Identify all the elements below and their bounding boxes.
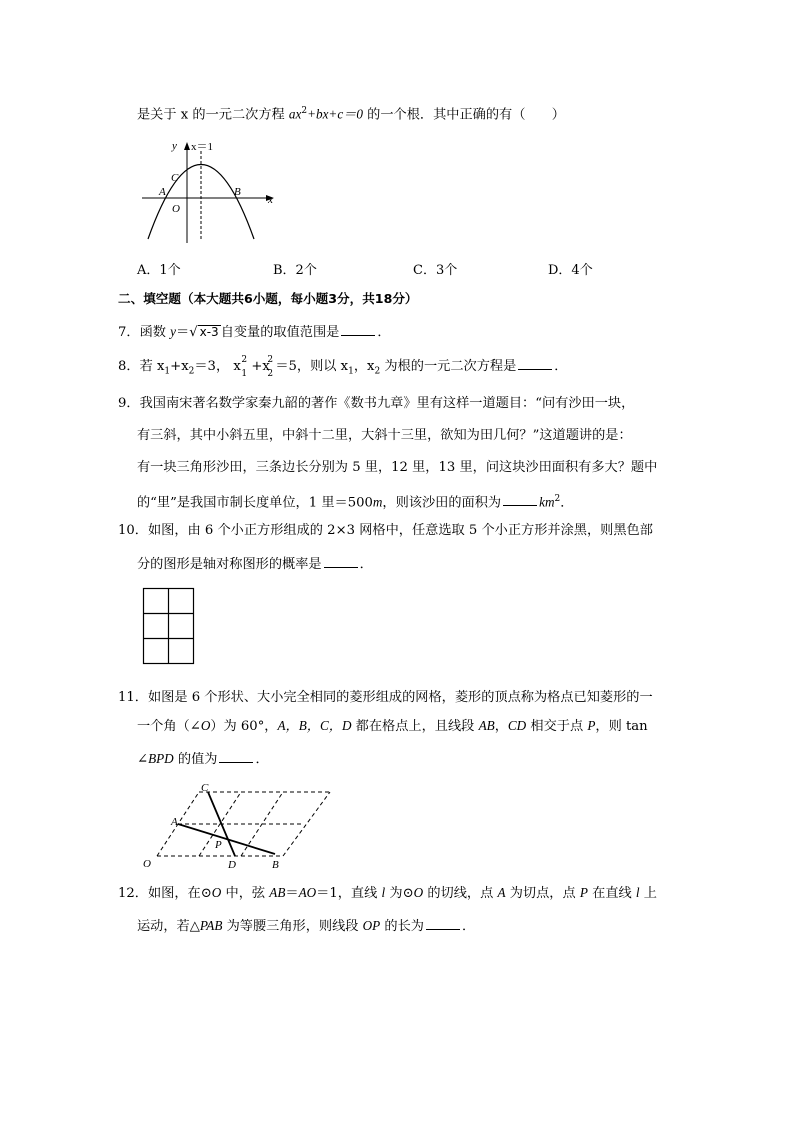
option-c[interactable]: C．3个: [413, 263, 458, 278]
q12-l2-post: 的长为: [380, 919, 424, 934]
q12-line-2: [137, 915, 475, 937]
q10-line-2: [137, 553, 373, 575]
q12-pab: PAB: [199, 918, 223, 933]
q8-post: 为根的一元二次方程是: [380, 359, 517, 374]
q8-eq5: ＝5，则以 x: [275, 359, 349, 374]
rhombus-d-label: D: [228, 859, 236, 871]
q11-line-2: [137, 716, 648, 737]
q11-l2-mid3: 相交于点: [526, 719, 588, 734]
rhombus-a-label: A: [171, 816, 178, 828]
option-a[interactable]: A．1个: [137, 263, 181, 278]
q8-end: ．: [554, 359, 568, 374]
rhombus-b-label: B: [272, 859, 279, 871]
q8-xb-sub: 2: [267, 369, 274, 379]
q6-eq-a: ax: [288, 106, 302, 122]
q9-l4-m: m: [372, 494, 383, 510]
q11-comma: ，: [494, 719, 508, 734]
q8-plus: +x: [170, 359, 189, 374]
q12-l1-a: 中，弦: [221, 886, 270, 901]
q11-answer-blank[interactable]: [219, 748, 253, 763]
q11-l3-post: 的值为: [173, 752, 218, 767]
q11-l2-mid: ）为 60°，: [210, 719, 278, 734]
q12-eq: ＝: [285, 886, 299, 901]
q9-answer-blank[interactable]: [503, 491, 537, 506]
y-axis-arrow: [184, 142, 190, 150]
parabola-graph: [138, 135, 283, 245]
q11-l3-end: ．: [255, 752, 269, 767]
q12-l-2: l: [635, 885, 640, 900]
q8-sub-3: 1: [348, 366, 354, 377]
rhombus-o-label: O: [143, 858, 151, 870]
q12-line-1: [118, 883, 657, 904]
graph-y-label: y: [172, 140, 177, 152]
q11-l2-end: ，则 tan: [595, 719, 648, 734]
q12-l1-g: 上: [639, 886, 657, 901]
q12-l2-pre: 运动，若△: [137, 919, 200, 934]
q8-number: 8．: [118, 359, 140, 374]
q11-line-1: 11．如图是 6 个形状、大小完全相同的菱形组成的网格，菱形的顶点称为格点已知菱形的一: [118, 690, 653, 705]
q9-line-2: 有三斜，其中小斜五里，中斜十二里，大斜十三里，欲知为田几何？”这道题讲的是：: [137, 428, 632, 443]
q10-answer-blank[interactable]: [324, 553, 358, 568]
graph-a-label: A: [159, 186, 166, 198]
q8-xb-sup: 2: [267, 355, 274, 365]
q12-l1-d: 的切线，点: [423, 886, 498, 901]
q12-l: l: [381, 885, 386, 900]
q10-line-1: 10．如图，由 6 个小正方形组成的 2×3 网格中，任意选取 5 个小正方形并涂黑，则黑色部: [118, 523, 653, 538]
graph-o-label: O: [172, 203, 180, 215]
q6-continuation: [137, 101, 565, 125]
graph-axis-eq: x＝1: [191, 141, 213, 153]
option-d[interactable]: D．4个: [548, 263, 593, 278]
q7-end: ．: [377, 325, 391, 340]
q8-sub-1: 1: [164, 366, 171, 377]
square-grid-2x3: [142, 587, 196, 665]
q12-l2-end: ．: [462, 919, 476, 934]
q7-pre: 函数: [139, 325, 171, 340]
q6-prefix: 是关于 x 的一元二次方程: [137, 107, 289, 123]
q9-unit: km: [539, 494, 555, 510]
q8-eq3: ＝3，: [194, 359, 230, 374]
segment-ab: [178, 824, 275, 854]
q7-eq: ＝: [176, 325, 190, 340]
q9-l4-pre: 的“里”是我国市制长度单位，1 里＝500: [137, 495, 373, 511]
q8-x1sq: [233, 357, 251, 377]
graph-c-label: C: [171, 172, 179, 184]
rhombus-c-label: C: [201, 782, 209, 794]
q11-ab: AB: [478, 718, 495, 733]
q9-l4-end: ．: [560, 495, 574, 511]
q12-ab: AB: [269, 885, 286, 900]
q12-l1-b: ＝1，直线: [316, 886, 382, 901]
q11-o: O: [200, 718, 211, 733]
q7-radicand: x-3: [199, 325, 219, 339]
q8-sub-2: 2: [188, 366, 195, 377]
q10-l2-pre: 分的图形是轴对称图形的概率是: [137, 557, 322, 572]
q7-answer-blank[interactable]: [341, 321, 375, 336]
q12-l1-f: 在直线: [587, 886, 636, 901]
sqrt-icon: √: [189, 325, 198, 340]
graph-b-label: B: [234, 186, 241, 198]
q12-p: P: [579, 885, 588, 900]
q11-l2-mid2: 都在格点上，且线段: [351, 719, 479, 734]
q11-cd: CD: [507, 718, 527, 733]
q12-op: OP: [362, 918, 381, 933]
q12-a: A: [497, 885, 506, 900]
q12-l1-pre: 12．如图，在⊙: [118, 886, 212, 901]
q9-unit-exp: 2: [554, 494, 561, 504]
q7-post: 自变量的取值范围是: [220, 325, 340, 340]
q11-line-3: [137, 748, 269, 770]
q7-number: 7．: [118, 325, 140, 340]
q11-l3-pre: ∠: [137, 752, 149, 767]
q12-l1-e: 为切点，点: [505, 886, 580, 901]
q11-bpd: BPD: [148, 751, 174, 766]
q8-plus2: +x: [251, 359, 270, 374]
q6-eq-rest: +bx+c＝0: [307, 106, 363, 122]
q9-line-3: 有一块三角形沙田，三条边长分别为 5 里，12 里，13 里，问这块沙田面积有多大？题中: [137, 460, 658, 475]
q8-sub-4: 2: [374, 366, 381, 377]
section-2-title: 二、填空题（本大题共6小题，每小题3分，共18分）: [118, 291, 418, 306]
q11-p: P: [587, 718, 596, 733]
q10-l2-end: ．: [359, 557, 373, 572]
q12-l2-mid: 为等腰三角形，则线段: [222, 919, 363, 934]
option-b[interactable]: B．2个: [273, 263, 317, 278]
q9-l4-mid: ，则该沙田的面积为: [382, 495, 502, 511]
q9-line-1: 9．我国南宋著名数学家秦九韶的著作《数书九章》里有这样一道题目：“问有沙田一块，: [118, 396, 635, 411]
q11-points: A，B，C，D: [277, 718, 352, 733]
question-8: [118, 355, 567, 382]
q8-x2sq: [251, 357, 275, 377]
q8-comma: ，x: [353, 359, 375, 374]
q9-line-4: [137, 489, 573, 513]
q6-suffix: 的一个根．其中正确的有（ ）: [362, 107, 565, 123]
q12-l1-c: 为⊙: [385, 886, 414, 901]
q12-ao: AO: [298, 885, 317, 900]
q12-o1: O: [211, 885, 222, 900]
q6-eq-exp: 2: [301, 106, 308, 116]
q8-xa: x: [233, 359, 241, 374]
question-7: [118, 321, 391, 343]
q7-y: y: [170, 324, 177, 339]
q8-xa-sup: 2: [241, 355, 248, 365]
q12-o2: O: [413, 885, 424, 900]
q11-l2-pre: 一个角（∠: [137, 719, 201, 734]
q8-pre: 若 x: [139, 359, 165, 374]
q8-answer-blank[interactable]: [518, 355, 552, 370]
rhombus-p-label: P: [215, 839, 222, 851]
q12-answer-blank[interactable]: [426, 915, 460, 930]
rhombus-grid: [138, 780, 338, 872]
q8-xa-sub: 1: [241, 369, 248, 379]
graph-x-label: x: [268, 194, 273, 206]
